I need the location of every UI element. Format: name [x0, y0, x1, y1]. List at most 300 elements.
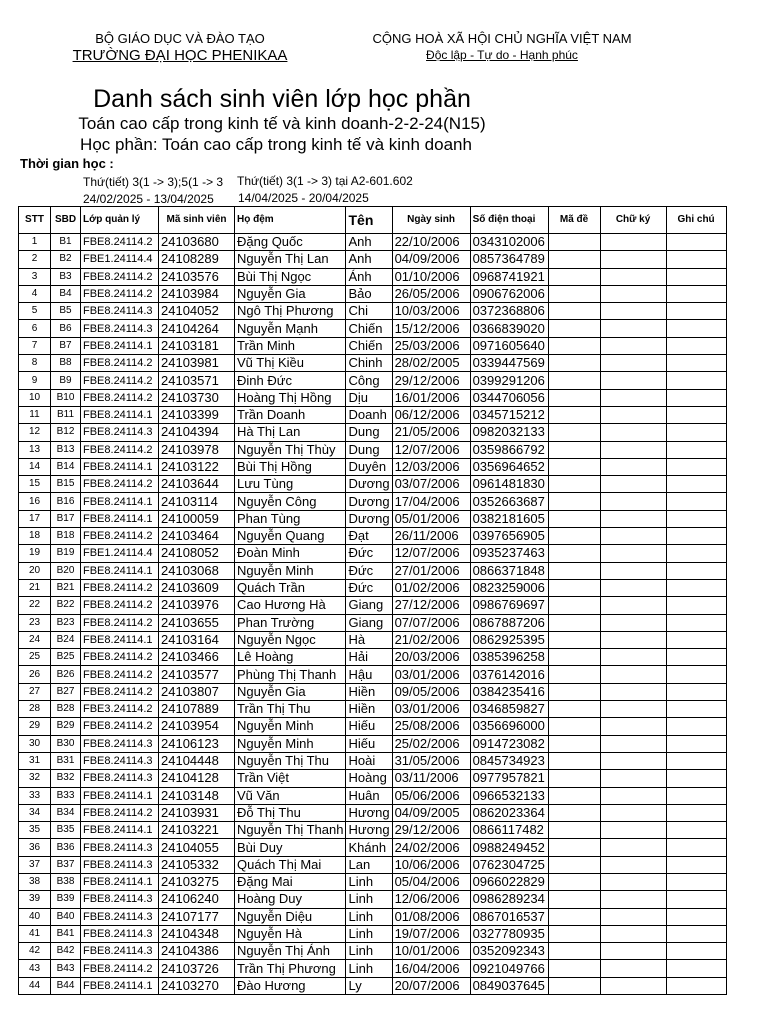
- cell-birthdate: 28/02/2005: [392, 355, 470, 372]
- cell-exam-code: [548, 597, 600, 614]
- cell-first-name: Dung: [346, 424, 392, 441]
- schedule-slot-1: Thứ(tiết) 3(1 -> 3);5(1 -> 3: [83, 175, 224, 189]
- cell-student-id: 24103680: [159, 234, 235, 251]
- cell-class: FBE8.24114.2: [81, 614, 159, 631]
- table-row: [19, 303, 727, 320]
- cell-class: FBE8.24114.3: [81, 856, 159, 873]
- cell-class: FBE8.24114.2: [81, 960, 159, 977]
- cell-middle-name: Nguyễn Công: [235, 493, 346, 510]
- cell-sbd: B9: [51, 372, 81, 389]
- cell-birthdate: 17/04/2006: [392, 493, 470, 510]
- cell-exam-code: [548, 977, 600, 994]
- cell-notes: [666, 528, 726, 545]
- cell-student-id: 24104128: [159, 770, 235, 787]
- cell-birthdate: 04/09/2006: [392, 251, 470, 268]
- cell-sbd: B19: [51, 545, 81, 562]
- col-exam-code: Mã đề: [548, 207, 600, 234]
- cell-stt: 37: [19, 856, 51, 873]
- cell-sbd: B32: [51, 770, 81, 787]
- cell-signature: [600, 856, 666, 873]
- cell-middle-name: Nguyễn Ngọc: [235, 631, 346, 648]
- cell-middle-name: Hoàng Duy: [235, 891, 346, 908]
- cell-student-id: 24103270: [159, 977, 235, 994]
- cell-middle-name: Phùng Thị Thanh: [235, 666, 346, 683]
- cell-middle-name: Phan Trường: [235, 614, 346, 631]
- cell-phone: 0823259006: [470, 579, 548, 596]
- cell-signature: [600, 337, 666, 354]
- cell-stt: 18: [19, 528, 51, 545]
- cell-birthdate: 06/12/2006: [392, 406, 470, 423]
- cell-signature: [600, 579, 666, 596]
- cell-class: FBE8.24114.1: [81, 631, 159, 648]
- cell-signature: [600, 804, 666, 821]
- cell-class: FBE8.24114.3: [81, 908, 159, 925]
- cell-notes: [666, 752, 726, 769]
- cell-phone: 0356964652: [470, 458, 548, 475]
- cell-signature: [600, 441, 666, 458]
- cell-birthdate: 04/09/2005: [392, 804, 470, 821]
- cell-birthdate: 26/11/2006: [392, 528, 470, 545]
- cell-middle-name: Bùi Thị Ngọc: [235, 268, 346, 285]
- cell-birthdate: 03/07/2006: [392, 476, 470, 493]
- cell-notes: [666, 977, 726, 994]
- cell-first-name: Công: [346, 372, 392, 389]
- cell-first-name: Dương: [346, 476, 392, 493]
- cell-exam-code: [548, 458, 600, 475]
- cell-birthdate: 10/06/2006: [392, 856, 470, 873]
- cell-first-name: Ánh: [346, 268, 392, 285]
- cell-student-id: 24107177: [159, 908, 235, 925]
- cell-sbd: B11: [51, 406, 81, 423]
- cell-exam-code: [548, 856, 600, 873]
- cell-exam-code: [548, 822, 600, 839]
- cell-birthdate: 24/02/2006: [392, 839, 470, 856]
- cell-first-name: Hà: [346, 631, 392, 648]
- cell-class: FBE8.24114.3: [81, 891, 159, 908]
- cell-notes: [666, 268, 726, 285]
- cell-notes: [666, 649, 726, 666]
- cell-notes: [666, 701, 726, 718]
- cell-exam-code: [548, 528, 600, 545]
- cell-middle-name: Nguyễn Minh: [235, 735, 346, 752]
- cell-birthdate: 29/12/2006: [392, 372, 470, 389]
- table-row: [19, 666, 727, 683]
- cell-signature: [600, 355, 666, 372]
- cell-signature: [600, 562, 666, 579]
- student-table: [18, 206, 727, 995]
- cell-middle-name: Đỗ Thị Thu: [235, 804, 346, 821]
- cell-birthdate: 01/10/2006: [392, 268, 470, 285]
- cell-birthdate: 16/04/2006: [392, 960, 470, 977]
- cell-exam-code: [548, 925, 600, 942]
- cell-stt: 29: [19, 718, 51, 735]
- cell-class: FBE8.24114.1: [81, 562, 159, 579]
- cell-notes: [666, 579, 726, 596]
- cell-sbd: B3: [51, 268, 81, 285]
- cell-student-id: 24103221: [159, 822, 235, 839]
- cell-exam-code: [548, 406, 600, 423]
- table-row: [19, 597, 727, 614]
- cell-student-id: 24106240: [159, 891, 235, 908]
- table-row: [19, 787, 727, 804]
- cell-stt: 12: [19, 424, 51, 441]
- schedule-slot-2: Thứ(tiết) 3(1 -> 3) tại A2-601.602: [237, 174, 413, 188]
- cell-phone: 0385396258: [470, 649, 548, 666]
- country-name: CỘNG HOÀ XÃ HỘI CHỦ NGHĨA VIỆT NAM: [372, 31, 632, 46]
- table-row: [19, 804, 727, 821]
- cell-signature: [600, 666, 666, 683]
- cell-phone: 0966022829: [470, 873, 548, 890]
- cell-first-name: Dương: [346, 510, 392, 527]
- cell-class: FBE8.24114.3: [81, 770, 159, 787]
- cell-middle-name: Đinh Đức: [235, 372, 346, 389]
- cell-first-name: Hậu: [346, 666, 392, 683]
- cell-middle-name: Lưu Tùng: [235, 476, 346, 493]
- cell-birthdate: 10/01/2006: [392, 943, 470, 960]
- cell-first-name: Linh: [346, 873, 392, 890]
- cell-class: FBE1.24114.4: [81, 251, 159, 268]
- cell-middle-name: Vũ Văn: [235, 787, 346, 804]
- cell-stt: 8: [19, 355, 51, 372]
- cell-signature: [600, 873, 666, 890]
- cell-stt: 14: [19, 458, 51, 475]
- cell-notes: [666, 372, 726, 389]
- cell-middle-name: Nguyễn Minh: [235, 718, 346, 735]
- cell-first-name: Đức: [346, 562, 392, 579]
- cell-stt: 5: [19, 303, 51, 320]
- cell-exam-code: [548, 631, 600, 648]
- cell-phone: 0862023364: [470, 804, 548, 821]
- cell-exam-code: [548, 268, 600, 285]
- cell-phone: 0359866792: [470, 441, 548, 458]
- cell-notes: [666, 355, 726, 372]
- cell-birthdate: 05/01/2006: [392, 510, 470, 527]
- cell-exam-code: [548, 251, 600, 268]
- cell-notes: [666, 908, 726, 925]
- cell-notes: [666, 441, 726, 458]
- cell-first-name: Đức: [346, 545, 392, 562]
- cell-stt: 33: [19, 787, 51, 804]
- cell-phone: 0327780935: [470, 925, 548, 942]
- cell-phone: 0862925395: [470, 631, 548, 648]
- cell-student-id: 24104264: [159, 320, 235, 337]
- cell-sbd: B24: [51, 631, 81, 648]
- cell-exam-code: [548, 303, 600, 320]
- cell-class: FBE8.24114.2: [81, 528, 159, 545]
- cell-student-id: 24103275: [159, 873, 235, 890]
- table-row: [19, 614, 727, 631]
- cell-exam-code: [548, 337, 600, 354]
- table-row: [19, 268, 727, 285]
- table-row: [19, 649, 727, 666]
- cell-signature: [600, 683, 666, 700]
- cell-signature: [600, 545, 666, 562]
- table-row: [19, 960, 727, 977]
- table-row: [19, 770, 727, 787]
- cell-birthdate: 31/05/2006: [392, 752, 470, 769]
- cell-sbd: B34: [51, 804, 81, 821]
- cell-exam-code: [548, 285, 600, 302]
- table-row: [19, 631, 727, 648]
- cell-sbd: B5: [51, 303, 81, 320]
- cell-middle-name: Đặng Quốc: [235, 234, 346, 251]
- cell-student-id: 24103464: [159, 528, 235, 545]
- table-row: [19, 285, 727, 302]
- cell-stt: 35: [19, 822, 51, 839]
- cell-notes: [666, 545, 726, 562]
- cell-exam-code: [548, 372, 600, 389]
- cell-exam-code: [548, 510, 600, 527]
- cell-middle-name: Hoàng Thị Hồng: [235, 389, 346, 406]
- cell-student-id: 24103576: [159, 268, 235, 285]
- cell-middle-name: Nguyễn Diệu: [235, 908, 346, 925]
- cell-sbd: B21: [51, 579, 81, 596]
- cell-student-id: 24108289: [159, 251, 235, 268]
- cell-first-name: Dịu: [346, 389, 392, 406]
- cell-class: FBE3.24114.2: [81, 701, 159, 718]
- cell-class: FBE8.24114.2: [81, 441, 159, 458]
- cell-class: FBE8.24114.2: [81, 649, 159, 666]
- cell-class: FBE8.24114.3: [81, 320, 159, 337]
- cell-exam-code: [548, 562, 600, 579]
- cell-middle-name: Nguyễn Thị Thanh: [235, 822, 346, 839]
- cell-student-id: 24103954: [159, 718, 235, 735]
- cell-stt: 39: [19, 891, 51, 908]
- cell-sbd: B10: [51, 389, 81, 406]
- cell-middle-name: Đoàn Minh: [235, 545, 346, 562]
- cell-stt: 2: [19, 251, 51, 268]
- cell-first-name: Dung: [346, 441, 392, 458]
- cell-birthdate: 12/07/2006: [392, 441, 470, 458]
- cell-student-id: 24103644: [159, 476, 235, 493]
- cell-class: FBE8.24114.1: [81, 873, 159, 890]
- cell-class: FBE8.24114.2: [81, 268, 159, 285]
- cell-student-id: 24103114: [159, 493, 235, 510]
- cell-class: FBE8.24114.2: [81, 355, 159, 372]
- cell-signature: [600, 389, 666, 406]
- cell-signature: [600, 649, 666, 666]
- cell-signature: [600, 787, 666, 804]
- cell-middle-name: Trần Minh: [235, 337, 346, 354]
- cell-middle-name: Trần Việt: [235, 770, 346, 787]
- cell-sbd: B15: [51, 476, 81, 493]
- cell-sbd: B38: [51, 873, 81, 890]
- cell-middle-name: Trần Thị Thu: [235, 701, 346, 718]
- cell-phone: 0343102006: [470, 234, 548, 251]
- cell-first-name: Chiến: [346, 320, 392, 337]
- university-name: TRƯỜNG ĐẠI HỌC PHENIKAA: [72, 47, 288, 64]
- cell-sbd: B41: [51, 925, 81, 942]
- cell-phone: 0867016537: [470, 908, 548, 925]
- cell-student-id: 24103399: [159, 406, 235, 423]
- cell-phone: 0366839020: [470, 320, 548, 337]
- cell-middle-name: Trần Thị Phương: [235, 960, 346, 977]
- cell-class: FBE8.24114.3: [81, 943, 159, 960]
- cell-first-name: Duyên: [346, 458, 392, 475]
- col-student-id: Mã sinh viên: [159, 207, 235, 234]
- cell-first-name: Chinh: [346, 355, 392, 372]
- cell-birthdate: 27/01/2006: [392, 562, 470, 579]
- cell-sbd: B17: [51, 510, 81, 527]
- cell-sbd: B42: [51, 943, 81, 960]
- cell-birthdate: 12/06/2006: [392, 891, 470, 908]
- cell-sbd: B14: [51, 458, 81, 475]
- cell-stt: 32: [19, 770, 51, 787]
- cell-notes: [666, 839, 726, 856]
- cell-stt: 17: [19, 510, 51, 527]
- cell-birthdate: 27/12/2006: [392, 597, 470, 614]
- table-row: [19, 251, 727, 268]
- cell-exam-code: [548, 891, 600, 908]
- cell-class: FBE8.24114.3: [81, 839, 159, 856]
- table-row: [19, 822, 727, 839]
- cell-birthdate: 01/02/2006: [392, 579, 470, 596]
- cell-stt: 44: [19, 977, 51, 994]
- cell-stt: 43: [19, 960, 51, 977]
- cell-class: FBE8.24114.2: [81, 718, 159, 735]
- cell-signature: [600, 735, 666, 752]
- cell-first-name: Chiến: [346, 337, 392, 354]
- table-row: [19, 493, 727, 510]
- cell-notes: [666, 683, 726, 700]
- cell-notes: [666, 873, 726, 890]
- cell-student-id: 24103726: [159, 960, 235, 977]
- cell-notes: [666, 960, 726, 977]
- cell-notes: [666, 458, 726, 475]
- table-row: [19, 389, 727, 406]
- cell-student-id: 24103148: [159, 787, 235, 804]
- cell-sbd: B4: [51, 285, 81, 302]
- time-label: Thời gian học :: [20, 156, 114, 171]
- cell-middle-name: Nguyễn Gia: [235, 285, 346, 302]
- cell-sbd: B8: [51, 355, 81, 372]
- cell-notes: [666, 251, 726, 268]
- cell-stt: 11: [19, 406, 51, 423]
- cell-sbd: B27: [51, 683, 81, 700]
- class-name: Toán cao cấp trong kinh tế và kinh doanh-2-2-24(N15): [78, 114, 486, 133]
- cell-exam-code: [548, 787, 600, 804]
- cell-class: FBE8.24114.2: [81, 372, 159, 389]
- cell-birthdate: 03/11/2006: [392, 770, 470, 787]
- cell-exam-code: [548, 355, 600, 372]
- cell-first-name: Linh: [346, 891, 392, 908]
- cell-exam-code: [548, 943, 600, 960]
- cell-sbd: B20: [51, 562, 81, 579]
- cell-phone: 0866371848: [470, 562, 548, 579]
- cell-first-name: Linh: [346, 960, 392, 977]
- cell-phone: 0866117482: [470, 822, 548, 839]
- cell-notes: [666, 424, 726, 441]
- cell-phone: 0988249452: [470, 839, 548, 856]
- cell-class: FBE8.24114.2: [81, 683, 159, 700]
- document-title: Danh sách sinh viên lớp học phần: [93, 85, 471, 113]
- cell-sbd: B28: [51, 701, 81, 718]
- cell-notes: [666, 406, 726, 423]
- cell-signature: [600, 303, 666, 320]
- cell-sbd: B13: [51, 441, 81, 458]
- cell-birthdate: 07/07/2006: [392, 614, 470, 631]
- cell-class: FBE8.24114.2: [81, 234, 159, 251]
- cell-birthdate: 09/05/2006: [392, 683, 470, 700]
- cell-sbd: B12: [51, 424, 81, 441]
- cell-exam-code: [548, 579, 600, 596]
- cell-first-name: Linh: [346, 943, 392, 960]
- table-row: [19, 406, 727, 423]
- cell-student-id: 24103981: [159, 355, 235, 372]
- col-first-name: Tên: [346, 207, 392, 234]
- cell-birthdate: 25/08/2006: [392, 718, 470, 735]
- cell-phone: 0935237463: [470, 545, 548, 562]
- cell-phone: 0914723082: [470, 735, 548, 752]
- cell-class: FBE8.24114.1: [81, 406, 159, 423]
- cell-stt: 21: [19, 579, 51, 596]
- cell-first-name: Hải: [346, 649, 392, 666]
- cell-sbd: B7: [51, 337, 81, 354]
- cell-phone: 0971605640: [470, 337, 548, 354]
- cell-notes: [666, 631, 726, 648]
- cell-stt: 30: [19, 735, 51, 752]
- cell-signature: [600, 251, 666, 268]
- cell-student-id: 24103984: [159, 285, 235, 302]
- cell-phone: 0356696000: [470, 718, 548, 735]
- cell-class: FBE8.24114.1: [81, 493, 159, 510]
- cell-notes: [666, 320, 726, 337]
- cell-sbd: B31: [51, 752, 81, 769]
- cell-stt: 3: [19, 268, 51, 285]
- cell-student-id: 24105332: [159, 856, 235, 873]
- cell-class: FBE8.24114.1: [81, 822, 159, 839]
- table-row: [19, 683, 727, 700]
- cell-signature: [600, 718, 666, 735]
- cell-stt: 36: [19, 839, 51, 856]
- cell-student-id: 24104394: [159, 424, 235, 441]
- cell-signature: [600, 510, 666, 527]
- cell-notes: [666, 562, 726, 579]
- cell-sbd: B36: [51, 839, 81, 856]
- cell-student-id: 24108052: [159, 545, 235, 562]
- cell-notes: [666, 770, 726, 787]
- col-middle-name: Họ đệm: [235, 207, 346, 234]
- cell-middle-name: Lê Hoàng: [235, 649, 346, 666]
- cell-first-name: Linh: [346, 908, 392, 925]
- cell-signature: [600, 234, 666, 251]
- cell-student-id: 24103730: [159, 389, 235, 406]
- cell-birthdate: 20/07/2006: [392, 977, 470, 994]
- cell-birthdate: 19/07/2006: [392, 925, 470, 942]
- cell-class: FBE8.24114.2: [81, 389, 159, 406]
- cell-signature: [600, 770, 666, 787]
- cell-class: FBE8.24114.1: [81, 977, 159, 994]
- cell-stt: 22: [19, 597, 51, 614]
- cell-birthdate: 21/02/2006: [392, 631, 470, 648]
- cell-first-name: Huân: [346, 787, 392, 804]
- cell-birthdate: 15/12/2006: [392, 320, 470, 337]
- cell-student-id: 24104055: [159, 839, 235, 856]
- table-row: [19, 372, 727, 389]
- course-name: Học phần: Toán cao cấp trong kinh tế và kinh doanh: [80, 135, 472, 154]
- cell-first-name: Anh: [346, 234, 392, 251]
- table-row: [19, 943, 727, 960]
- cell-first-name: Đạt: [346, 528, 392, 545]
- cell-stt: 9: [19, 372, 51, 389]
- cell-stt: 27: [19, 683, 51, 700]
- cell-class: FBE8.24114.2: [81, 597, 159, 614]
- cell-middle-name: Vũ Thị Kiều: [235, 355, 346, 372]
- cell-signature: [600, 320, 666, 337]
- cell-first-name: Hiền: [346, 683, 392, 700]
- cell-student-id: 24103976: [159, 597, 235, 614]
- cell-signature: [600, 752, 666, 769]
